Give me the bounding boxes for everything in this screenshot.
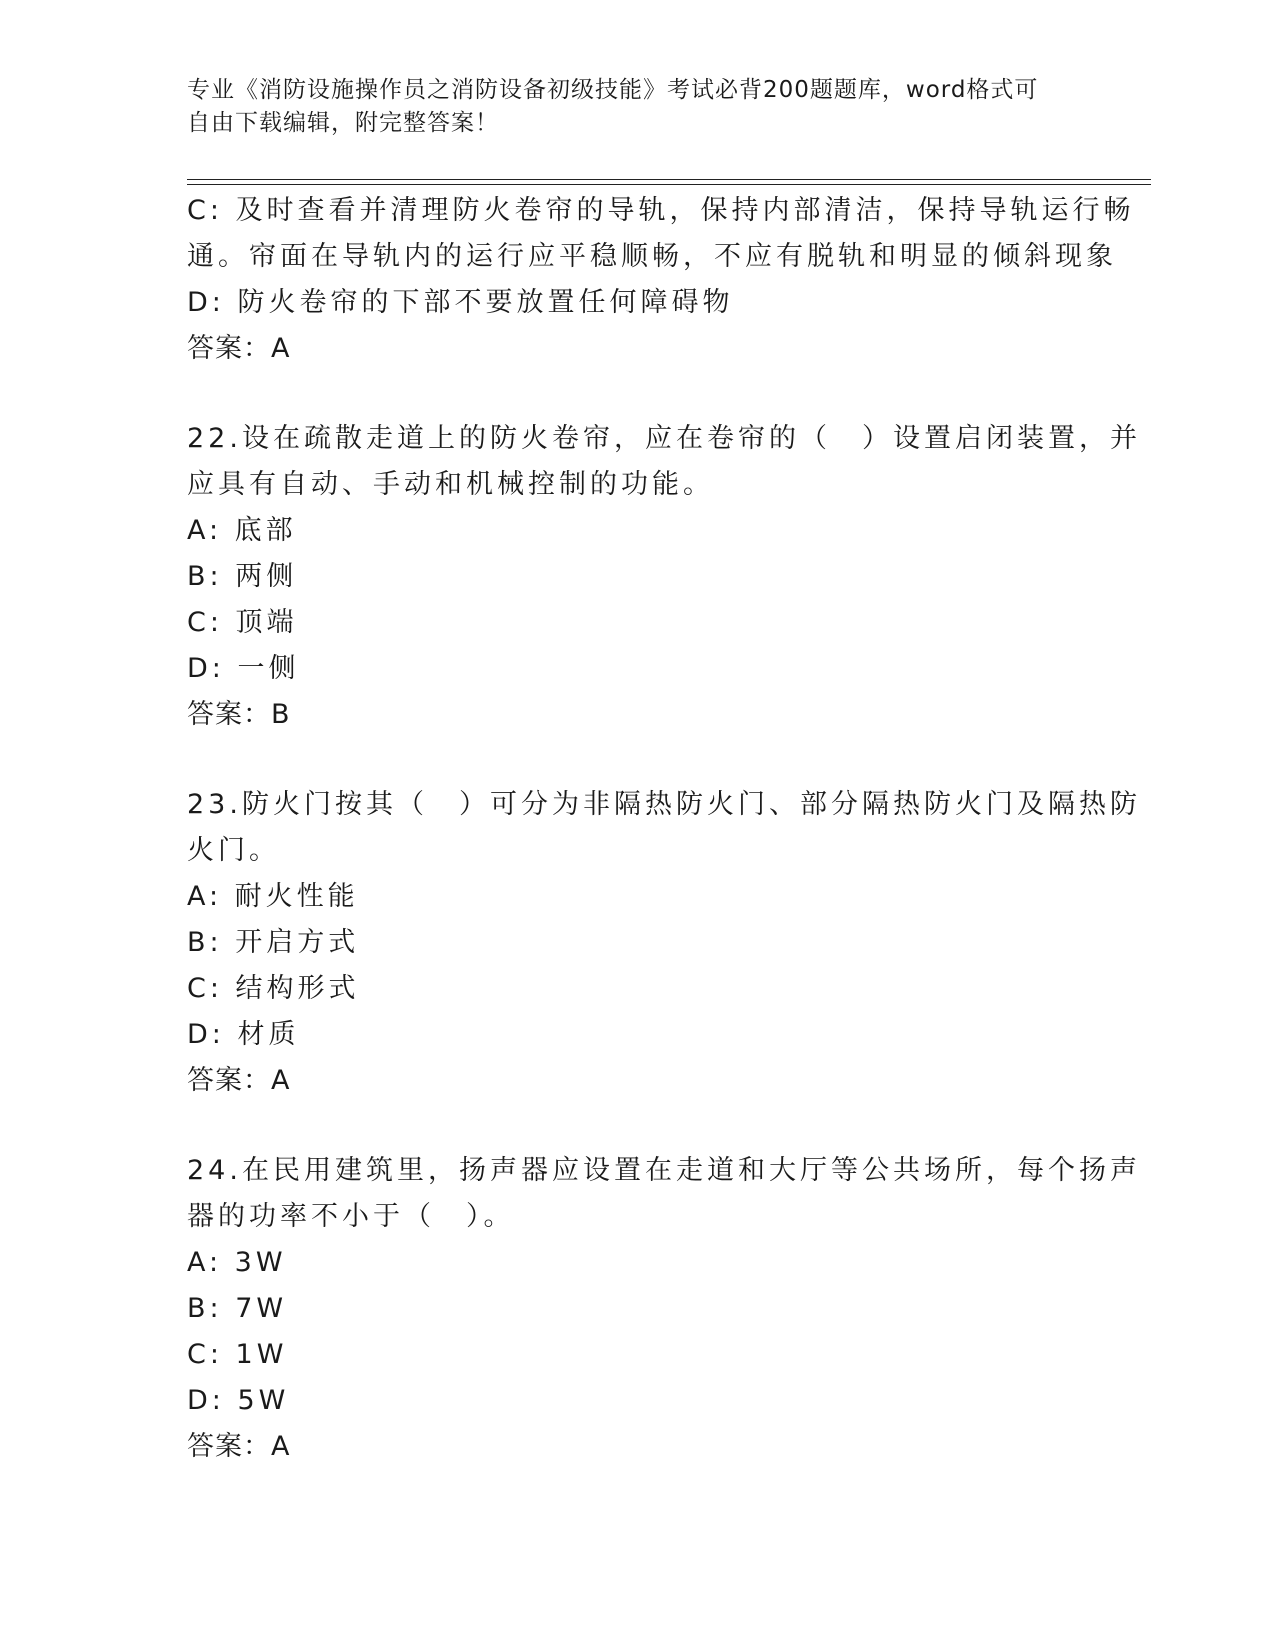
question-stem-line-1: 22.设在疏散走道上的防火卷帘，应在卷帘的（ ）设置启闭装置，并 bbox=[187, 423, 1141, 454]
option-d: D: 防火卷帘的下部不要放置任何障碍物 bbox=[187, 287, 734, 318]
option-a: A: 耐火性能 bbox=[187, 881, 359, 912]
question-stem-line-2: 器的功率不小于（ ）。 bbox=[187, 1201, 515, 1232]
option-d: D: 5W bbox=[187, 1385, 290, 1416]
answer: 答案：B bbox=[187, 699, 291, 730]
question-23 bbox=[187, 782, 1141, 1104]
document-header bbox=[187, 74, 1087, 140]
answer: 答案：A bbox=[187, 1431, 291, 1462]
question-stem-line-2: 应具有自动、手动和机械控制的功能。 bbox=[187, 469, 714, 500]
header-line-2: 自由下载编辑，附完整答案！ bbox=[187, 110, 499, 136]
header-divider-bottom bbox=[187, 184, 1151, 185]
option-c: C: 顶端 bbox=[187, 607, 298, 638]
question-24 bbox=[187, 1148, 1141, 1470]
option-b: B: 7W bbox=[187, 1293, 288, 1324]
question-21-continued bbox=[187, 188, 1135, 372]
option-d: D: 一侧 bbox=[187, 653, 300, 684]
question-stem-line-1: 23.防火门按其（ ）可分为非隔热防火门、部分隔热防火门及隔热防 bbox=[187, 789, 1141, 820]
header-divider-top bbox=[187, 179, 1151, 180]
question-stem-line-2: 火门。 bbox=[187, 835, 280, 866]
question-22 bbox=[187, 416, 1141, 738]
option-a: A: 底部 bbox=[187, 515, 297, 546]
option-c-line-2: 通。帘面在导轨内的运行应平稳顺畅，不应有脱轨和明显的倾斜现象 bbox=[187, 241, 1117, 272]
option-c: C: 1W bbox=[187, 1339, 288, 1370]
header-line-1: 专业《消防设施操作员之消防设备初级技能》考试必背200题题库，word格式可 bbox=[187, 77, 1039, 103]
option-b: B: 两侧 bbox=[187, 561, 298, 592]
option-c-line-1: C: 及时查看并清理防火卷帘的导轨，保持内部清洁，保持导轨运行畅 bbox=[187, 195, 1135, 226]
answer: 答案：A bbox=[187, 1065, 291, 1096]
answer: 答案：A bbox=[187, 333, 291, 364]
option-c: C: 结构形式 bbox=[187, 973, 360, 1004]
option-b: B: 开启方式 bbox=[187, 927, 360, 958]
question-stem-line-1: 24.在民用建筑里，扬声器应设置在走道和大厅等公共场所，每个扬声 bbox=[187, 1155, 1141, 1186]
option-a: A: 3W bbox=[187, 1247, 287, 1278]
document-body bbox=[187, 188, 1141, 1470]
option-d: D: 材质 bbox=[187, 1019, 300, 1050]
